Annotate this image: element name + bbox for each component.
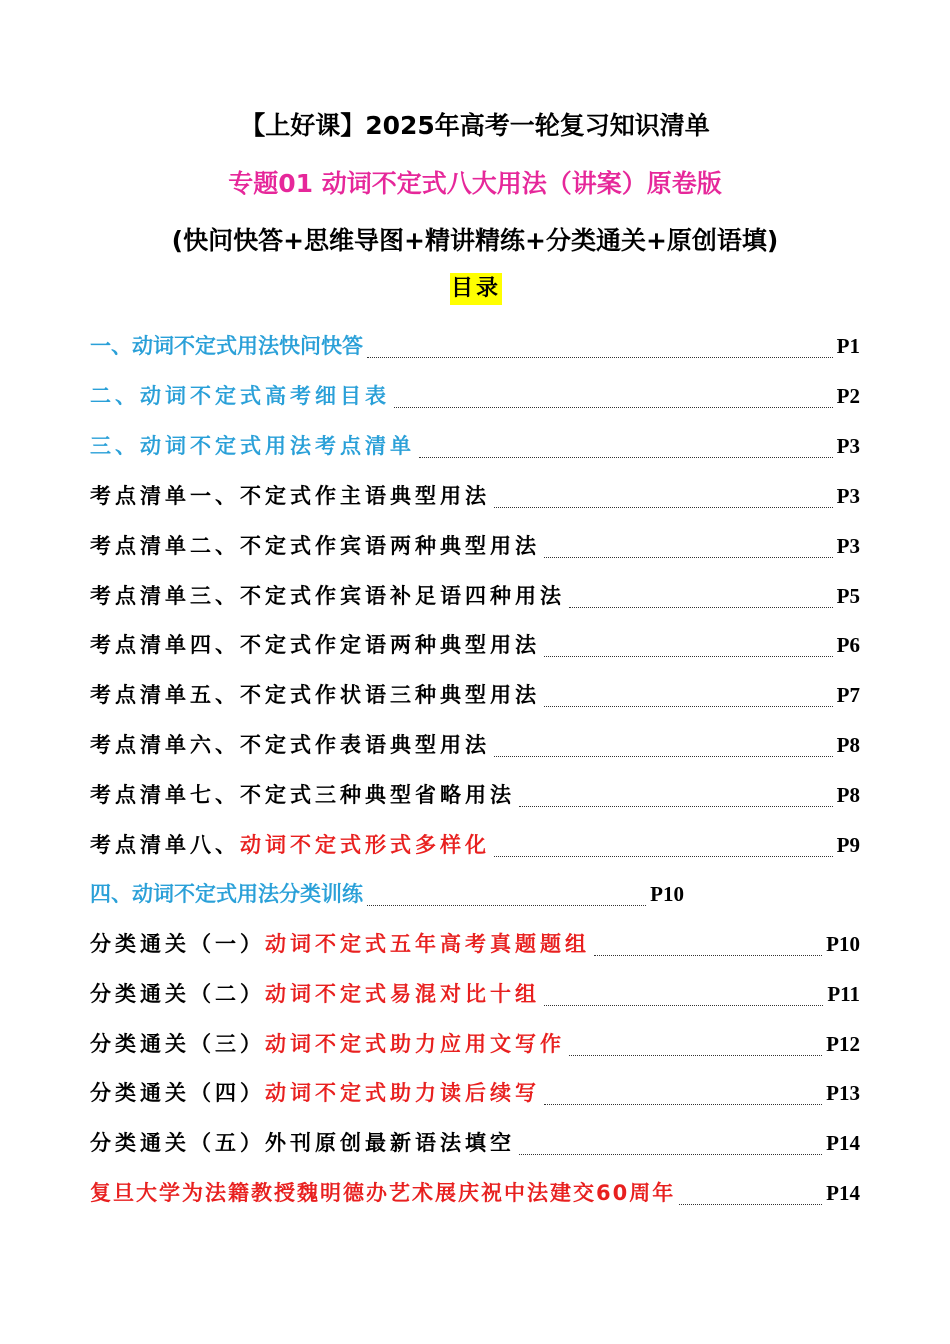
toc-entry-label: 三、动词不定式用法考点清单 <box>90 434 415 458</box>
toc-leader <box>679 1203 822 1205</box>
toc-leader <box>494 755 833 757</box>
toc-entry[interactable] <box>90 1121 860 1157</box>
toc-entry[interactable] <box>90 972 860 1008</box>
toc-leader <box>519 1153 822 1155</box>
toc-entry-highlight: 动词不定式助力应用文写作 <box>265 1032 565 1056</box>
toc-entry-label: 分类通关（四） <box>90 1081 265 1105</box>
toc-leader <box>544 1103 822 1105</box>
toc-entry[interactable] <box>90 623 860 659</box>
document-subtitle: 专题01 动词不定式八大用法（讲案）原卷版 <box>228 169 722 198</box>
toc-page-number: P13 <box>826 1081 860 1105</box>
toc-entry-label: 分类通关（三） <box>90 1032 265 1056</box>
toc-entry[interactable] <box>90 424 860 460</box>
document-features: (快问快答+思维导图+精讲精练+分类通关+原创语填) <box>171 226 779 255</box>
toc-leader <box>367 356 833 358</box>
toc-entry-highlight: 动词不定式五年高考真题题组 <box>265 932 590 956</box>
toc-page-number: P12 <box>826 1032 860 1056</box>
toc-entry-label: 考点清单四、不定式作定语两种典型用法 <box>90 633 540 657</box>
toc-entry[interactable] <box>90 1022 860 1058</box>
toc-leader <box>494 855 833 857</box>
toc-page-number: P6 <box>836 633 860 657</box>
toc-page-number: P1 <box>836 334 860 358</box>
toc-entry[interactable] <box>90 673 860 709</box>
toc-page-number: P8 <box>836 733 860 757</box>
toc-entry[interactable] <box>90 374 860 410</box>
toc-entry-label: 分类通关（二） <box>90 982 265 1006</box>
toc-leader <box>569 1054 822 1056</box>
toc-page-number: P11 <box>827 982 860 1006</box>
toc-page-number: P5 <box>836 584 860 608</box>
toc-entry-label: 四、动词不定式用法分类训练 <box>90 882 363 906</box>
toc-page-number: P3 <box>836 434 860 458</box>
toc-entry-label: 分类通关（一） <box>90 932 265 956</box>
toc-page-number: P14 <box>826 1131 860 1155</box>
toc-entry-label: 复旦大学为法籍教授魏明德办艺术展庆祝中法建交60周年 <box>90 1181 676 1205</box>
toc-leader <box>519 805 833 807</box>
toc-page-number: P10 <box>826 932 860 956</box>
toc-page-number: P10 <box>650 882 684 906</box>
toc-page-number: P14 <box>826 1181 860 1205</box>
toc-entry-label: 二、动词不定式高考细目表 <box>90 384 390 408</box>
toc-page-number: P2 <box>836 384 860 408</box>
toc-heading: 目录 <box>450 273 502 305</box>
toc-leader <box>544 556 833 558</box>
toc-entry-label: 考点清单八、 <box>90 833 240 857</box>
toc-entry[interactable] <box>90 922 860 958</box>
toc-entry-label: 考点清单一、不定式作主语典型用法 <box>90 484 490 508</box>
toc-page-number: P8 <box>836 783 860 807</box>
toc-leader <box>394 406 833 408</box>
toc-entry[interactable] <box>90 574 860 610</box>
toc-leader <box>544 655 833 657</box>
toc-leader <box>594 954 822 956</box>
toc-entry-label: 分类通关（五）外刊原创最新语法填空 <box>90 1131 515 1155</box>
toc-entry-label: 考点清单七、不定式三种典型省略用法 <box>90 783 515 807</box>
toc-entry-label: 考点清单五、不定式作状语三种典型用法 <box>90 683 540 707</box>
toc-entry[interactable] <box>90 1071 860 1107</box>
toc-leader <box>569 606 833 608</box>
toc-entry-highlight: 动词不定式形式多样化 <box>240 833 490 857</box>
toc-entry[interactable] <box>90 773 860 809</box>
toc-leader <box>494 506 833 508</box>
toc-entry-highlight: 动词不定式助力读后续写 <box>265 1081 540 1105</box>
toc-page-number: P3 <box>836 534 860 558</box>
toc-entry[interactable] <box>90 474 860 510</box>
document-title: 【上好课】2025年高考一轮复习知识清单 <box>240 111 710 140</box>
toc-entry[interactable] <box>90 823 860 859</box>
toc-leader <box>419 456 833 458</box>
toc-leader <box>544 705 833 707</box>
toc-entry[interactable] <box>90 872 684 908</box>
toc-entry[interactable] <box>90 524 860 560</box>
toc-entry[interactable] <box>90 1171 860 1207</box>
toc-page-number: P9 <box>836 833 860 857</box>
toc-entry-highlight: 动词不定式易混对比十组 <box>265 982 540 1006</box>
toc-page-number: P7 <box>836 683 860 707</box>
toc-entry-label: 一、动词不定式用法快问快答 <box>90 334 363 358</box>
toc-entry-label: 考点清单六、不定式作表语典型用法 <box>90 733 490 757</box>
toc-entry[interactable] <box>90 723 860 759</box>
toc-entry-label: 考点清单三、不定式作宾语补足语四种用法 <box>90 584 565 608</box>
toc-page-number: P3 <box>836 484 860 508</box>
toc-leader <box>544 1004 823 1006</box>
toc-entry[interactable] <box>90 324 860 360</box>
toc-entry-label: 考点清单二、不定式作宾语两种典型用法 <box>90 534 540 558</box>
toc-leader <box>367 904 646 906</box>
